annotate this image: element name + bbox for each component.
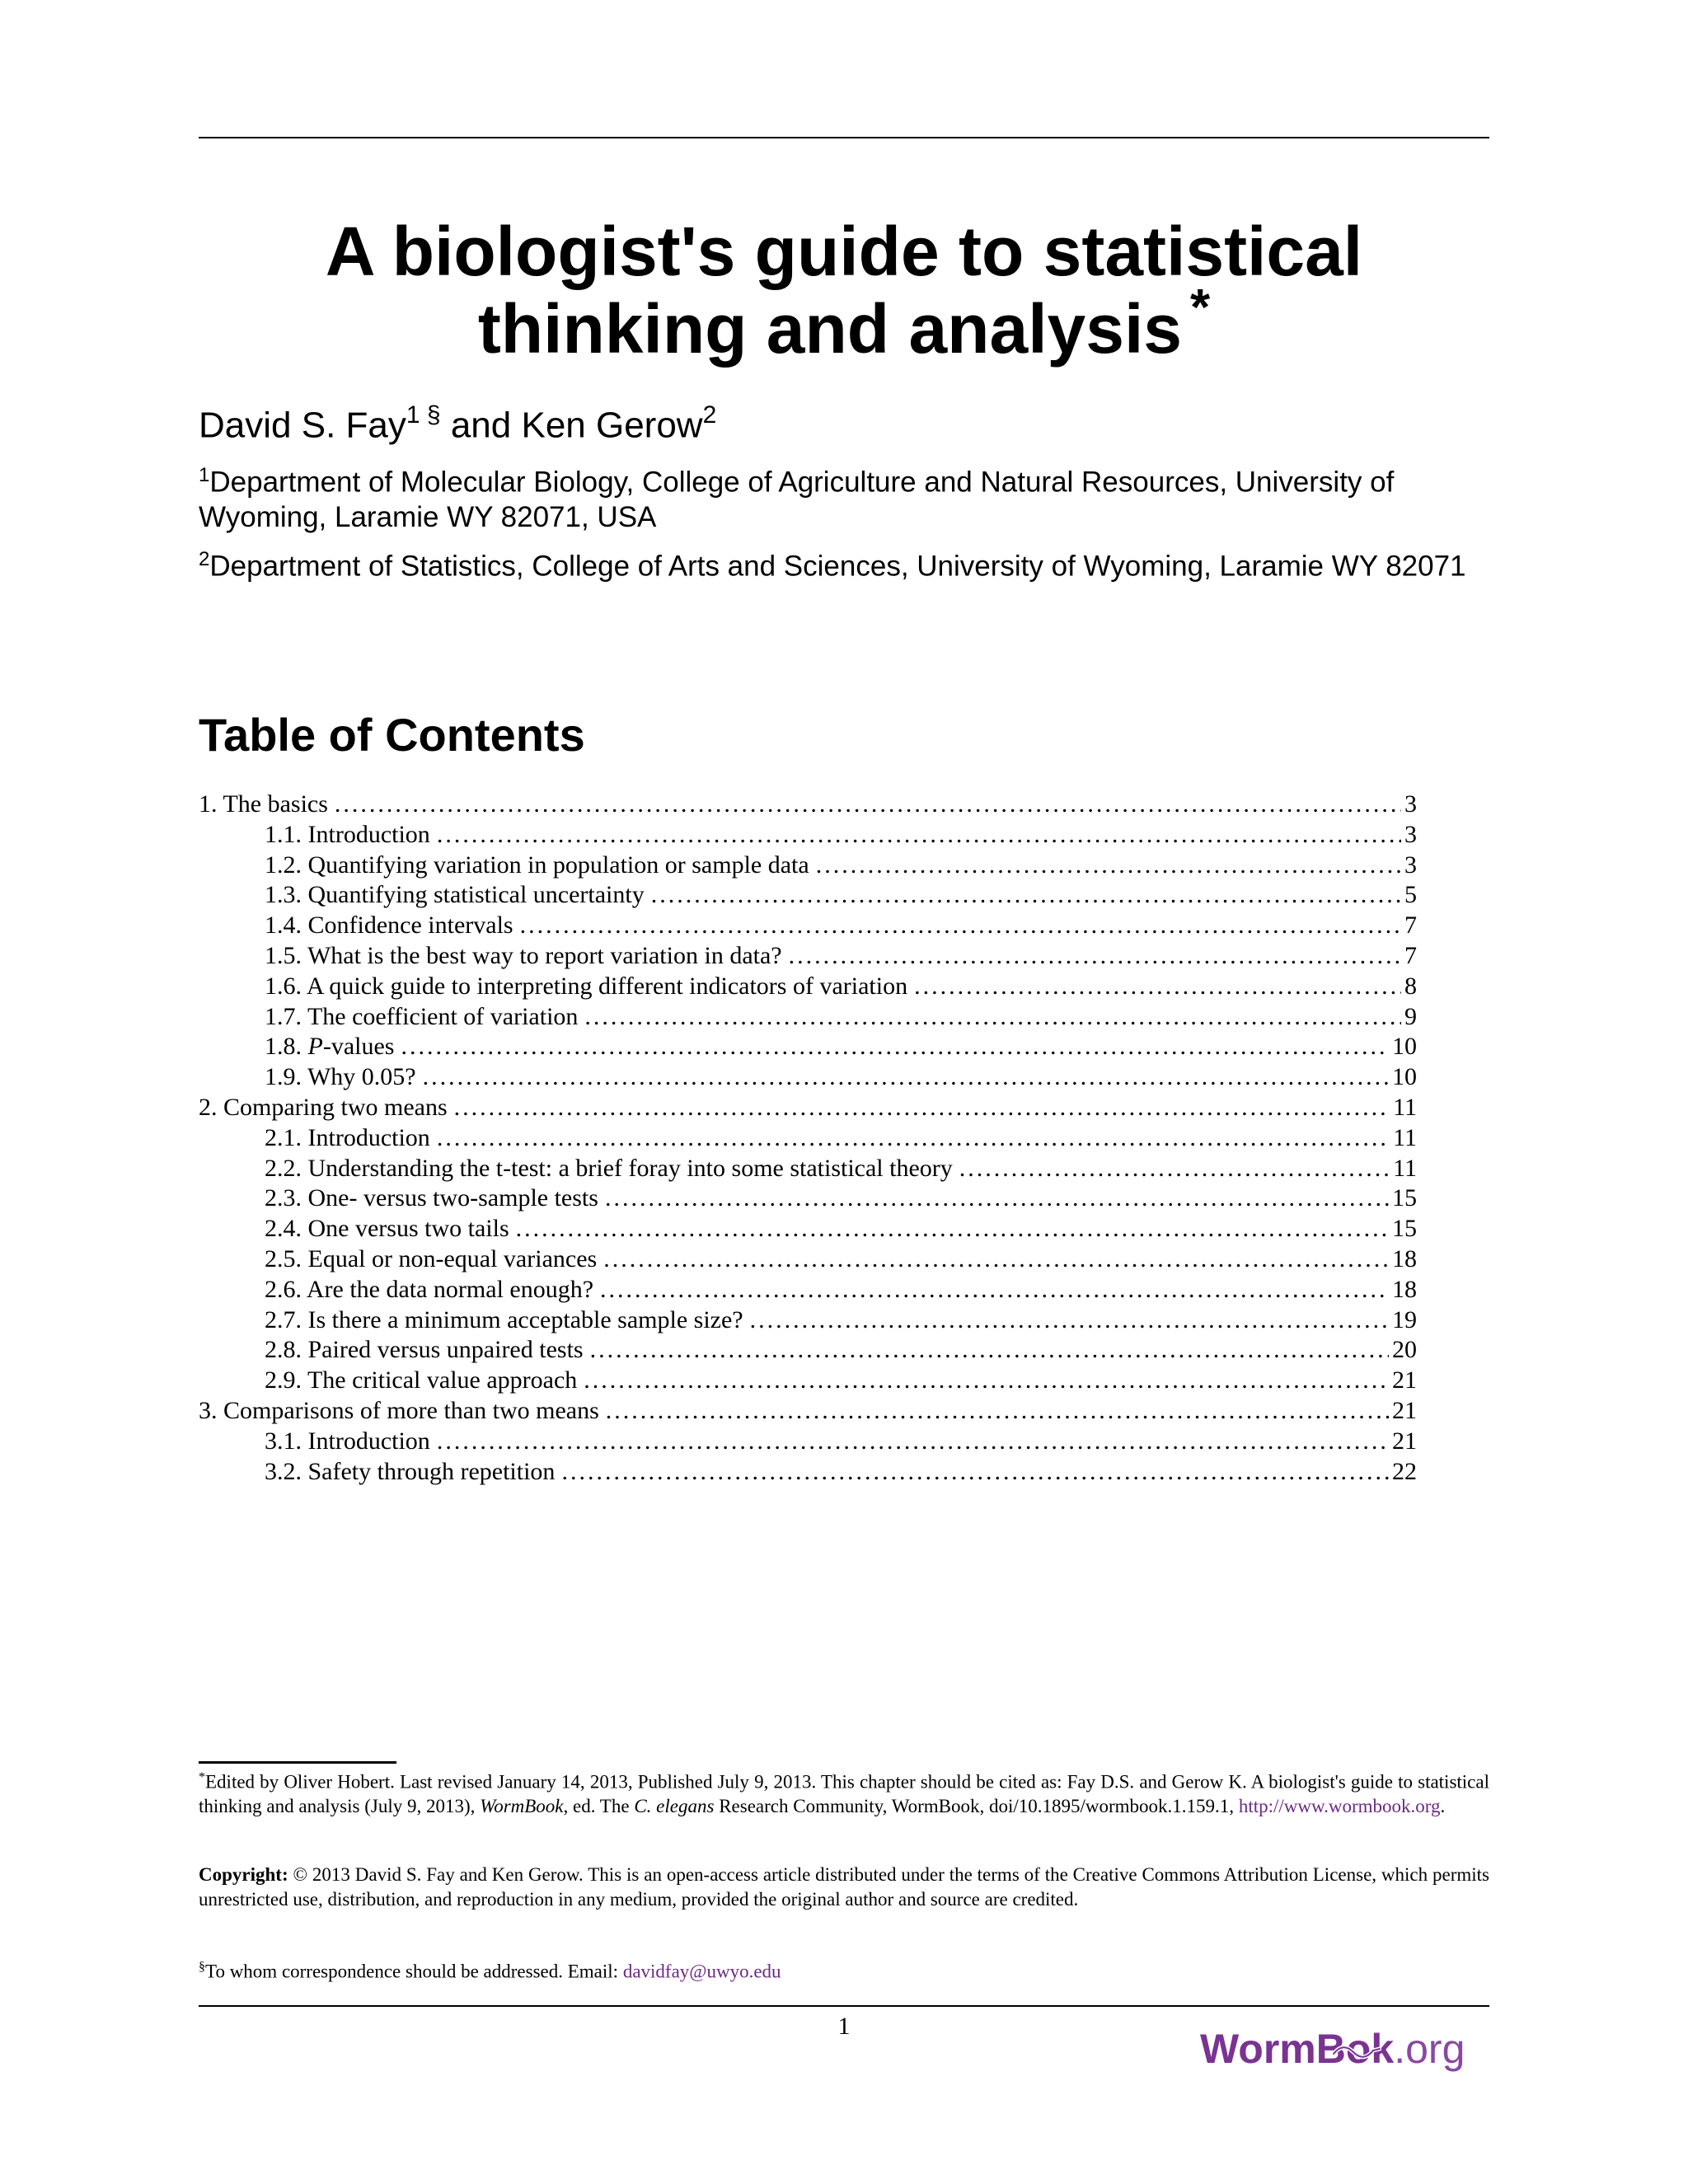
toc-entry[interactable] — [199, 1366, 1417, 1396]
toc-leader-dots — [603, 1244, 1389, 1275]
toc-leader-dots — [437, 820, 1401, 851]
footnote-edited-text-a: Edited by Oliver Hobert. Last revised January 14, 2013, Published July 9, 2013. This chapter should be cited as: Fay D.S. and Gerow K. A biologist's guide to statistical thinking and analysis (July 9, 2013), — [199, 1771, 1489, 1817]
toc-entry-page: 9 — [1404, 1002, 1417, 1030]
footnote-edited — [199, 1765, 1489, 1819]
toc-leader-dots — [590, 1335, 1389, 1366]
footnote-copyright — [199, 1863, 1489, 1911]
toc-entry-label: 1.9. Why 0.05? — [265, 1063, 416, 1091]
toc-entry[interactable] — [199, 1032, 1417, 1062]
toc-entry-label: 1.6. A quick guide to interpreting different indicators of variation — [265, 972, 908, 1000]
wormbook-url-link[interactable]: http://www.wormbook.org — [1238, 1796, 1441, 1817]
toc-leader-dots — [584, 1002, 1401, 1033]
toc-entry-label: 1.5. What is the best way to report variation in data? — [265, 941, 782, 969]
toc-entry-page: 10 — [1392, 1063, 1417, 1091]
toc-leader-dots — [750, 1305, 1389, 1336]
worm-icon — [1332, 2044, 1381, 2060]
toc-entry[interactable] — [199, 911, 1417, 941]
affiliation-2-text: Department of Statistics, College of Arts and Sciences, University of Wyoming, Laramie WY 82071 — [209, 550, 1466, 583]
affiliation-1 — [199, 458, 1489, 535]
toc-entry[interactable] — [199, 1275, 1417, 1305]
affiliation-2 — [199, 542, 1489, 584]
toc-entry-label: 2.8. Paired versus unpaired tests — [265, 1336, 584, 1364]
toc-entry-page: 7 — [1404, 912, 1417, 940]
footnote-edited-text-c: Research Community, WormBook, doi/10.1895/wormbook.1.159.1, — [714, 1796, 1239, 1817]
toc-entry-label: 2.6. Are the data normal enough? — [265, 1275, 594, 1303]
toc-entry[interactable] — [199, 1244, 1417, 1275]
toc-entry-label: 1.3. Quantifying statistical uncertainty — [265, 881, 645, 909]
toc-entry-page: 18 — [1392, 1244, 1417, 1272]
toc-entry-label: 1.7. The coefficient of variation — [265, 1002, 579, 1030]
toc-leader-dots — [600, 1275, 1389, 1305]
footnote-edited-text-b: , ed. The — [563, 1796, 635, 1817]
toc-entry-label-prefix: 1.8. — [265, 1033, 308, 1061]
affiliation-2-sup: 2 — [199, 548, 210, 570]
bottom-rule — [199, 2005, 1489, 2007]
toc-entry[interactable] — [199, 851, 1417, 881]
logo-text-org: .org — [1394, 2026, 1465, 2072]
toc-entry-label: 1.1. Introduction — [265, 820, 430, 848]
toc-entry-page: 3 — [1404, 851, 1417, 879]
toc-entry[interactable] — [199, 972, 1417, 1002]
toc-entry-label: 3.2. Safety through repetition — [265, 1457, 556, 1485]
title-footnote-marker: * — [1190, 279, 1211, 336]
toc-entry-page: 3 — [1404, 820, 1417, 848]
toc-entry-label — [265, 1032, 401, 1062]
author-2-sup: 2 — [702, 401, 717, 429]
toc-leader-dots — [606, 1396, 1389, 1427]
toc-entry-page: 7 — [1404, 941, 1417, 969]
toc-entry-label-suffix: -values — [322, 1033, 395, 1061]
toc-leader-dots — [959, 1154, 1390, 1184]
toc-entry-label: 1. The basics — [199, 790, 328, 818]
toc-leader-dots — [516, 1214, 1389, 1244]
footnote-journal: WormBook — [480, 1796, 564, 1817]
correspondence-text: To whom correspondence should be addressed. Email: — [205, 1961, 623, 1982]
toc-entry[interactable] — [199, 1457, 1417, 1488]
toc-entry-page: 22 — [1392, 1457, 1417, 1485]
toc-leader-dots — [437, 1427, 1389, 1457]
toc-entry[interactable] — [199, 1062, 1417, 1093]
author-1-name: David S. Fay — [199, 405, 406, 446]
toc-heading: Table of Contents — [199, 709, 585, 761]
toc-entry[interactable] — [199, 1305, 1417, 1336]
wormbook-logo[interactable] — [1200, 2024, 1465, 2074]
toc-entry-page: 21 — [1392, 1396, 1417, 1424]
toc-entry-page: 21 — [1392, 1366, 1417, 1394]
copyright-text: © 2013 David S. Fay and Ken Gerow. This is an open-access article distributed under the terms of the Creative Commons Attribution License, which permits unrestricted use, distribution, and reproduction in any medium, provided the original author and source are credited. — [199, 1864, 1489, 1910]
toc-entry-label: 2.5. Equal or non-equal variances — [265, 1244, 598, 1272]
logo-text-ok: ok — [1345, 2026, 1395, 2072]
toc-entry-label: 2.1. Introduction — [265, 1123, 430, 1151]
title-line-2: thinking and analysis — [477, 290, 1183, 368]
toc-entry-page: 3 — [1404, 790, 1417, 818]
toc-leader-dots — [335, 790, 1401, 820]
toc-leader-dots — [401, 1032, 1389, 1062]
toc-entry-page: 18 — [1392, 1275, 1417, 1303]
toc-entry-page: 20 — [1392, 1336, 1417, 1364]
affiliation-1-text: Department of Molecular Biology, College of Agriculture and Natural Resources, University of Wyoming, Laramie WY 82071, USA — [199, 466, 1395, 533]
toc-entry[interactable] — [199, 1002, 1417, 1033]
copyright-label: Copyright: — [199, 1864, 288, 1885]
toc-entry[interactable] — [199, 1123, 1417, 1154]
toc-entry-page: 11 — [1393, 1123, 1417, 1151]
toc-leader-dots — [454, 1093, 1390, 1123]
footnote-edited-text-d: . — [1440, 1796, 1446, 1817]
affiliation-1-sup: 1 — [199, 464, 210, 486]
toc-entry-page: 5 — [1404, 881, 1417, 909]
page-number: 1 — [837, 2013, 851, 2040]
footnote-species: C. elegans — [634, 1796, 715, 1817]
toc-entry-page: 15 — [1392, 1215, 1417, 1243]
toc-entry-label: 2.2. Understanding the t-test: a brief foray into some statistical theory — [265, 1154, 953, 1182]
toc-leader-dots — [423, 1062, 1389, 1093]
toc-entry[interactable] — [199, 1396, 1417, 1427]
toc-entry-label: 2.3. One- versus two-sample tests — [265, 1184, 598, 1212]
footnote-correspondence — [199, 1955, 1489, 1984]
toc-entry-page: 10 — [1392, 1033, 1417, 1061]
author-line — [199, 394, 1489, 449]
toc-entry-page: 15 — [1392, 1184, 1417, 1212]
title-line-1: A biologist's guide to statistical — [325, 213, 1363, 290]
toc-entry[interactable] — [199, 1427, 1417, 1457]
toc-entry[interactable] — [199, 1183, 1417, 1214]
toc-entry-page: 19 — [1392, 1305, 1417, 1333]
toc-leader-dots — [914, 972, 1401, 1002]
paper-title — [199, 213, 1489, 375]
toc-leader-dots — [561, 1457, 1389, 1488]
toc-entry[interactable] — [199, 1154, 1417, 1184]
toc-leader-dots — [651, 880, 1401, 911]
toc-entry[interactable] — [199, 1214, 1417, 1244]
toc-leader-dots — [584, 1366, 1389, 1396]
author-1-sup: 1 § — [406, 401, 441, 429]
toc-entry[interactable] — [199, 1093, 1417, 1123]
toc-entry-label: 1.4. Confidence intervals — [265, 912, 513, 940]
toc-entry-page: 8 — [1404, 972, 1417, 1000]
toc-entry[interactable] — [199, 880, 1417, 911]
toc-entry[interactable] — [199, 941, 1417, 972]
toc-leader-dots — [816, 851, 1401, 881]
correspondence-marker: § — [199, 1960, 205, 1974]
toc-leader-dots — [520, 911, 1401, 941]
toc-entry[interactable] — [199, 820, 1417, 851]
toc-entry-label: 2.9. The critical value approach — [265, 1366, 578, 1394]
top-rule — [199, 137, 1489, 138]
toc-entry-page: 11 — [1393, 1093, 1417, 1121]
toc-entry-label: 2.4. One versus two tails — [265, 1215, 509, 1243]
toc-entry-label: 1.2. Quantifying variation in population or sample data — [265, 851, 809, 879]
toc-entry-label: 3. Comparisons of more than two means — [199, 1396, 599, 1424]
table-of-contents — [199, 790, 1417, 1487]
toc-leader-dots — [437, 1123, 1390, 1154]
toc-leader-dots — [789, 941, 1401, 972]
footnote-edited-marker: * — [199, 1770, 205, 1784]
toc-entry[interactable] — [199, 790, 1417, 820]
logo-text-wormb: WormB — [1200, 2026, 1346, 2072]
footnote-rule — [199, 1761, 396, 1764]
toc-entry-label: 3.1. Introduction — [265, 1427, 430, 1455]
toc-entry-page: 21 — [1392, 1427, 1417, 1455]
author-2-name: and Ken Gerow — [450, 405, 703, 446]
email-link[interactable]: davidfay@uwyo.edu — [622, 1961, 781, 1982]
toc-entry-label: 2.7. Is there a minimum acceptable sample size? — [265, 1305, 743, 1333]
toc-leader-dots — [605, 1183, 1389, 1214]
toc-entry-label: 2. Comparing two means — [199, 1093, 448, 1121]
toc-entry-page: 11 — [1393, 1154, 1417, 1182]
toc-entry-label-italic: P — [307, 1033, 323, 1061]
toc-entry[interactable] — [199, 1335, 1417, 1366]
